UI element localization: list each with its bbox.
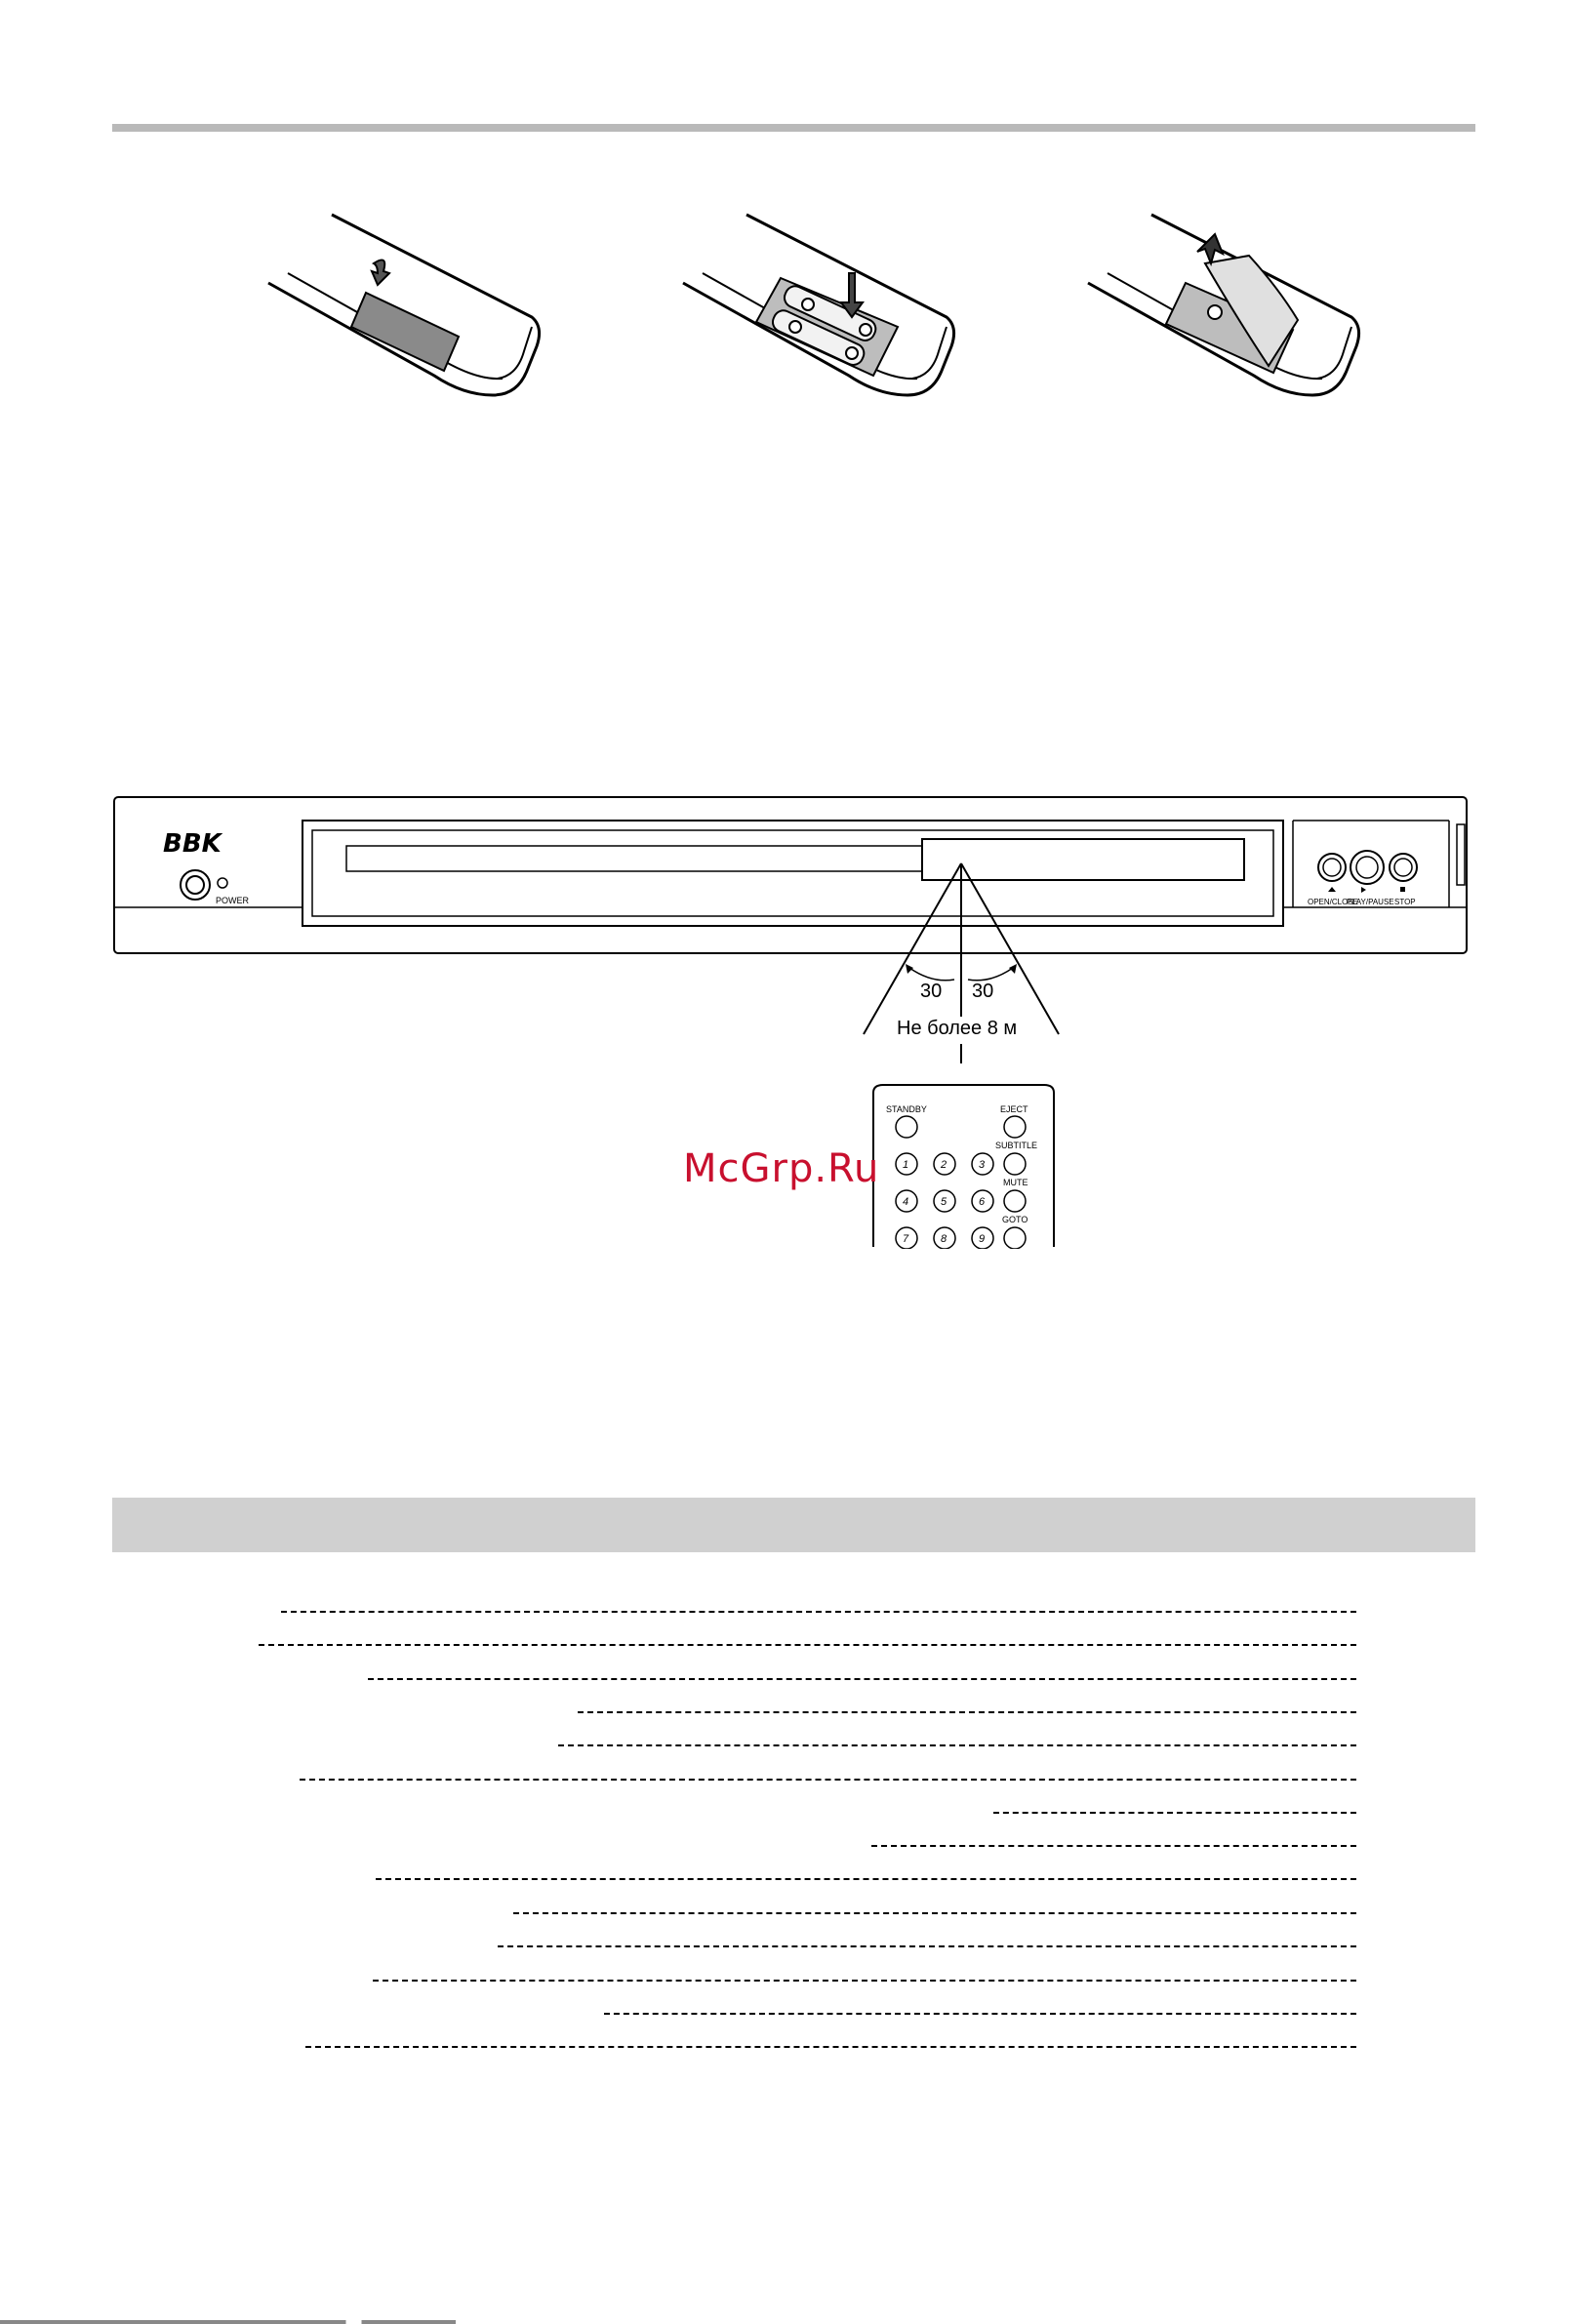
digit-key-4: 4 [903, 1196, 909, 1208]
stop-icon [1400, 887, 1405, 892]
toc-leader-line [558, 1744, 1356, 1746]
angle-left-label: 30 [920, 981, 943, 1002]
digit-key-1: 1 [903, 1159, 909, 1171]
toc-leader-line [368, 1678, 1356, 1680]
distance-label: Не более 8 м [897, 1018, 1018, 1039]
toc-leader-line [871, 1845, 1356, 1847]
digit-key-3: 3 [979, 1159, 986, 1171]
digit-key-9: 9 [979, 1233, 986, 1245]
play-pause-label: PLAY/PAUSE [1347, 898, 1394, 906]
top-rule [112, 124, 1475, 132]
toc-leader-line [259, 1644, 1356, 1646]
open-close-label: OPEN/CLOSE [1308, 898, 1359, 906]
section-header-band [112, 1498, 1475, 1552]
watermark: McGrp.Ru [683, 1146, 880, 1191]
digit-key-7: 7 [903, 1233, 909, 1245]
dvd-player-front-panel [112, 795, 1469, 971]
angle-right-label: 30 [972, 981, 994, 1002]
digit-key-6: 6 [979, 1196, 986, 1208]
digit-key-8: 8 [941, 1233, 947, 1245]
digit-key-5: 5 [941, 1196, 947, 1208]
toc-leader-line [300, 1779, 1356, 1781]
toc-leader-line [604, 2013, 1356, 2015]
stop-label: STOP [1394, 898, 1416, 906]
toc-leader-line [578, 1711, 1356, 1713]
mute-key-label: MUTE [1003, 1178, 1028, 1187]
footer-mark [0, 2320, 1572, 2324]
toc-leader-line [993, 1812, 1356, 1814]
toc-leader-line [373, 1980, 1356, 1982]
toc-leader-line [376, 1878, 1356, 1880]
toc-leader-line [513, 1912, 1356, 1914]
remote-cover-closing-icon [1068, 205, 1361, 439]
goto-key-label: GOTO [1002, 1215, 1028, 1224]
power-label: POWER [216, 896, 250, 905]
remote-cover-closed-icon [249, 205, 542, 439]
eject-key-label: EJECT [1000, 1104, 1028, 1114]
remote-batteries-icon [664, 205, 956, 439]
toc-leader-line [281, 1611, 1356, 1613]
standby-label: STANDBY [886, 1104, 927, 1114]
digit-key-2: 2 [941, 1159, 947, 1171]
toc-leader-line [498, 1945, 1356, 1947]
brand-logo: BBK [163, 829, 222, 859]
toc-leader-line [305, 2046, 1356, 2048]
subtitle-key-label: SUBTITLE [995, 1141, 1038, 1150]
